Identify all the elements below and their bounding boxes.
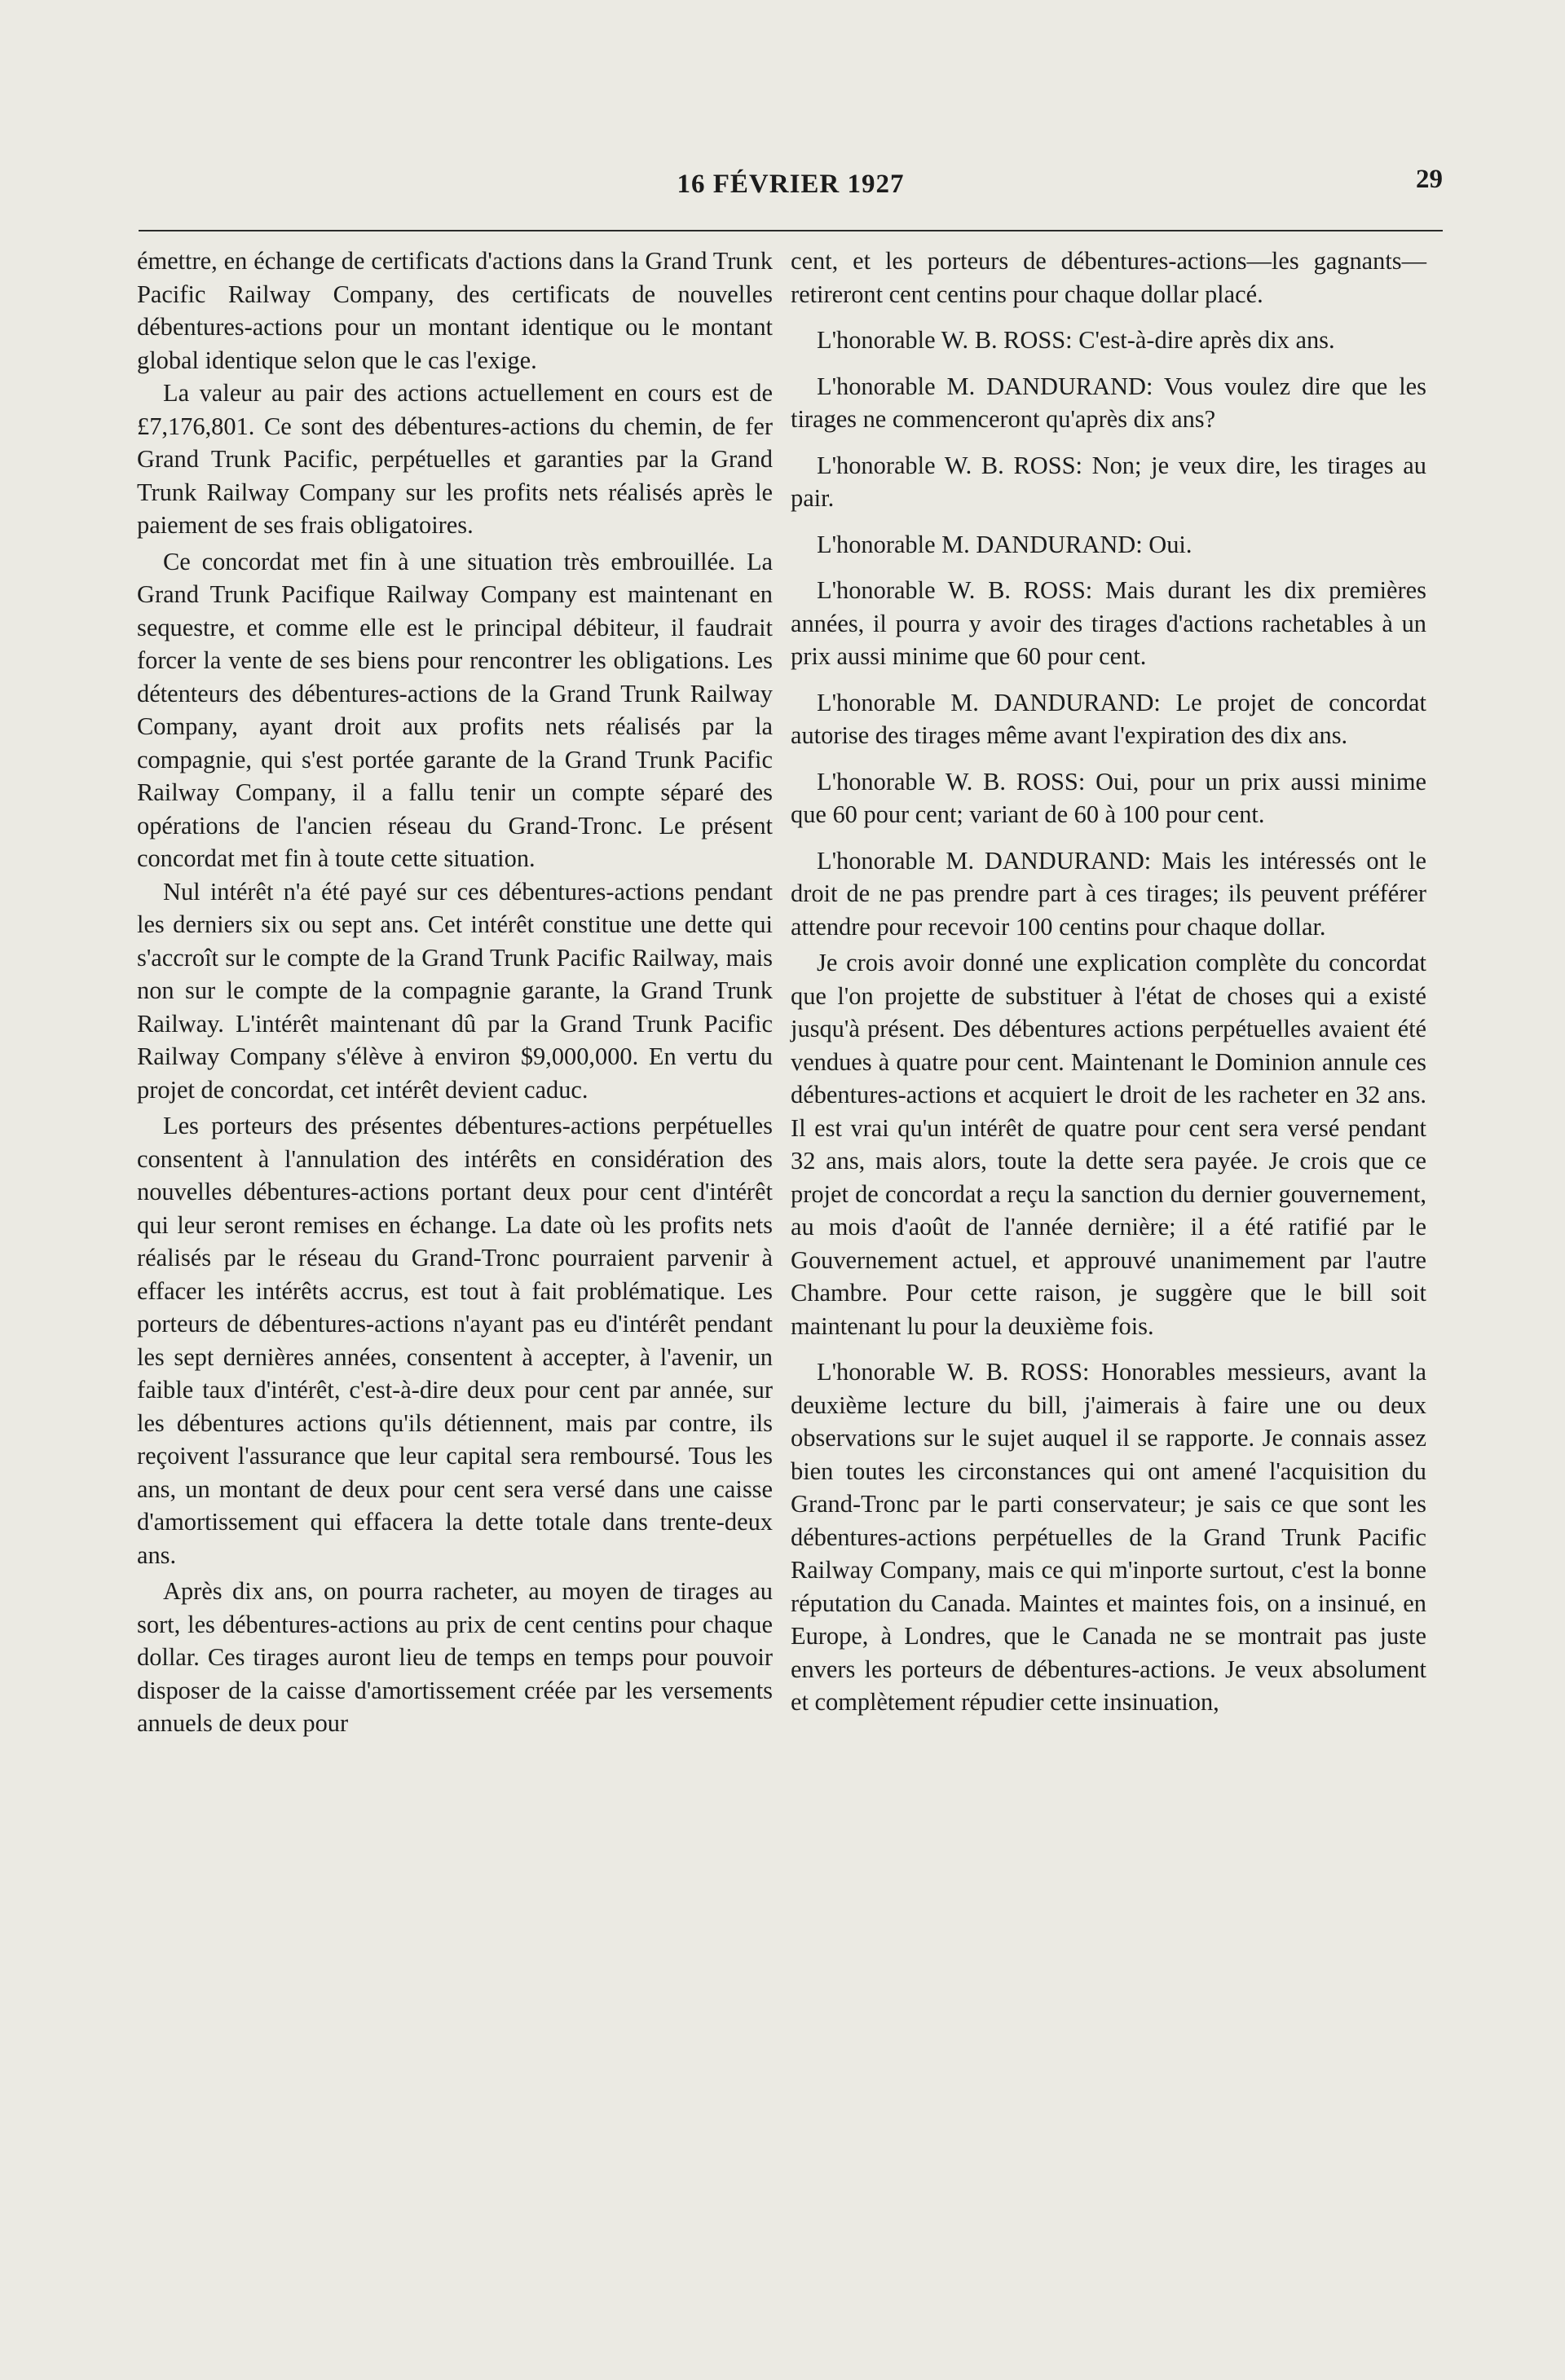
speaker-paragraph: L'honorable W. B. ROSS: Honorables messieurs, avant la deuxième lecture du bill, j'aimerais à faire une ou deux observations sur le sujet auquel il se rapporte. Je connais assez bien toutes les circonstances qui ont amené l'acquisition du Grand-Tronc par le parti conservateur; je sais ce que sont les débentures-actions perpétuelles de la Grand Trunk Pacific Railway Company, mais ce qui m'inporte surtout, c'est la bonne réputation du Canada. Maintes et maintes fois, on a insinué, en Europe, à Londres, que le Canada ne se montrait pas juste envers les porteurs de débentures-actions. Je veux absolument et complètement répudier cette insinuation, xyxy=(791,1358,1426,1716)
speaker-paragraph: L'honorable W. B. ROSS: C'est-à-dire après dix ans. xyxy=(817,326,1335,354)
header-rule xyxy=(139,230,1443,231)
page-header xyxy=(139,163,1443,212)
speaker-paragraph: L'honorable W. B. ROSS: Mais durant les dix premières années, il pourra y avoir des tirages d'actions rachetables à un prix aussi minime que 60 pour cent. xyxy=(791,576,1426,670)
speaker-paragraph: L'honorable W. B. ROSS: Non; je veux dire, les tirages au pair. xyxy=(791,451,1426,512)
paragraph: Nul intérêt n'a été payé sur ces débentures-actions pendant les derniers six ou sept ans. Cet intérêt constitue une dette qui s'accroît sur le compte de la Grand Trunk Pacific Railway, mais non sur le compte de la compagnie garante, la Grand Trunk Railway. L'intérêt maintenant dû par la Grand Trunk Pacific Railway Company s'élève à environ $9,000,000. En vertu du projet de concordat, cet intérêt devient caduc. xyxy=(137,877,773,1104)
paragraph: Je crois avoir donné une explication complète du concordat que l'on projette de substituer à l'état de choses qui a existé jusqu'à présent. Des débentures actions perpétuelles avaient été vendues à quatre pour cent. Maintenant le Dominion annule ces débentures-actions et acquiert le droit de les racheter en 32 ans. Il est vrai qu'un intérêt de quatre pour cent sera versé pendant 32 ans, mais alors, toute la dette sera payée. Je crois que ce projet de concordat a reçu la sanction du dernier gouvernement, au mois d'août de l'année dernière; il a été ratifié par le Gouvernement actuel, et approuvé unanimement par l'autre Chambre. Pour cette raison, je suggère que le bill soit maintenant lu pour la deuxième fois. xyxy=(791,949,1426,1340)
paragraph: La valeur au pair des actions actuellement en cours est de £7,176,801. Ce sont des débentures-actions du chemin, de fer Grand Trunk Pacific, perpétuelles et garanties par la Grand Trunk Railway Company sur les profits nets réalisés après le paiement de ses frais obligatoires. xyxy=(137,379,773,539)
speaker-paragraph: L'honorable M. DANDURAND: Vous voulez dire que les tirages ne commenceront qu'après dix ans? xyxy=(791,372,1426,433)
speaker-paragraph: L'honorable W. B. ROSS: Oui, pour un prix aussi minime que 60 pour cent; variant de 60 à 100 pour cent. xyxy=(791,767,1426,828)
paragraph: émettre, en échange de certificats d'actions dans la Grand Trunk Pacific Railway Company, des certificats de nouvelles débentures-actions pour un montant identique ou le montant global identique selon que le cas l'exige. xyxy=(137,247,773,374)
paragraph: Les porteurs des présentes débentures-actions perpétuelles consentent à l'annulation des intérêts en considération des nouvelles débentures-actions portant deux pour cent d'intérêt qui leur seront remises en échange. La date où les profits nets réalisés par le réseau du Grand-Tronc pourraient parvenir à effacer les intérêts accrus, est tout à fait problématique. Les porteurs de débentures-actions n'ayant pas eu d'intérêt pendant les sept dernières années, consentent à accepter, à l'avenir, un faible taux d'intérêt, c'est-à-dire deux pour cent par année, sur les débentures actions qu'ils détiennent, mais par contre, ils reçoivent l'assurance que leur capital sera remboursé. Tous les ans, un montant de deux pour cent sera versé dans une caisse d'amortissement qui effacera la dette totale dans trente-deux ans. xyxy=(137,1112,773,1569)
paragraph: Ce concordat met fin à une situation très embrouillée. La Grand Trunk Pacifique Railway Company est maintenant en sequestre, et comme elle est le principal débiteur, il faudrait forcer la vente de ses biens pour rencontrer les obligations. Les détenteurs des débentures-actions de la Grand Trunk Railway Company, ayant droit aux profits nets réalisés par la compagnie, qui s'est portée garante de la Grand Trunk Pacific Railway Company, il a fallu tenir un compte séparé des opérations de l'ancien réseau du Grand-Tronc. Le présent concordat met fin à toute cette situation. xyxy=(137,547,773,872)
paragraph: cent, et les porteurs de débentures-actions—les gagnants—retireront cent centins pour chaque dollar placé. xyxy=(791,247,1426,308)
left-column xyxy=(137,245,773,1740)
paragraph: Après dix ans, on pourra racheter, au moyen de tirages au sort, les débentures-actions au prix de cent centins pour chaque dollar. Ces tirages auront lieu de temps en temps pour pouvoir disposer de la caisse d'amortissement créée par les versements annuels de deux pour xyxy=(137,1577,773,1737)
speaker-paragraph: L'honorable M. DANDURAND: Oui. xyxy=(817,530,1192,558)
header-date: 16 FÉVRIER 1927 xyxy=(677,170,905,199)
speaker-paragraph: L'honorable M. DANDURAND: Mais les intéressés ont le droit de ne pas prendre part à ces tirages; ils peuvent préférer attendre pour recevoir 100 centins pour chaque dollar. xyxy=(791,846,1426,941)
page-number: 29 xyxy=(1416,165,1443,194)
right-column xyxy=(791,245,1426,1719)
speaker-paragraph: L'honorable M. DANDURAND: Le projet de concordat autorise des tirages même avant l'expiration des dix ans. xyxy=(791,688,1426,749)
